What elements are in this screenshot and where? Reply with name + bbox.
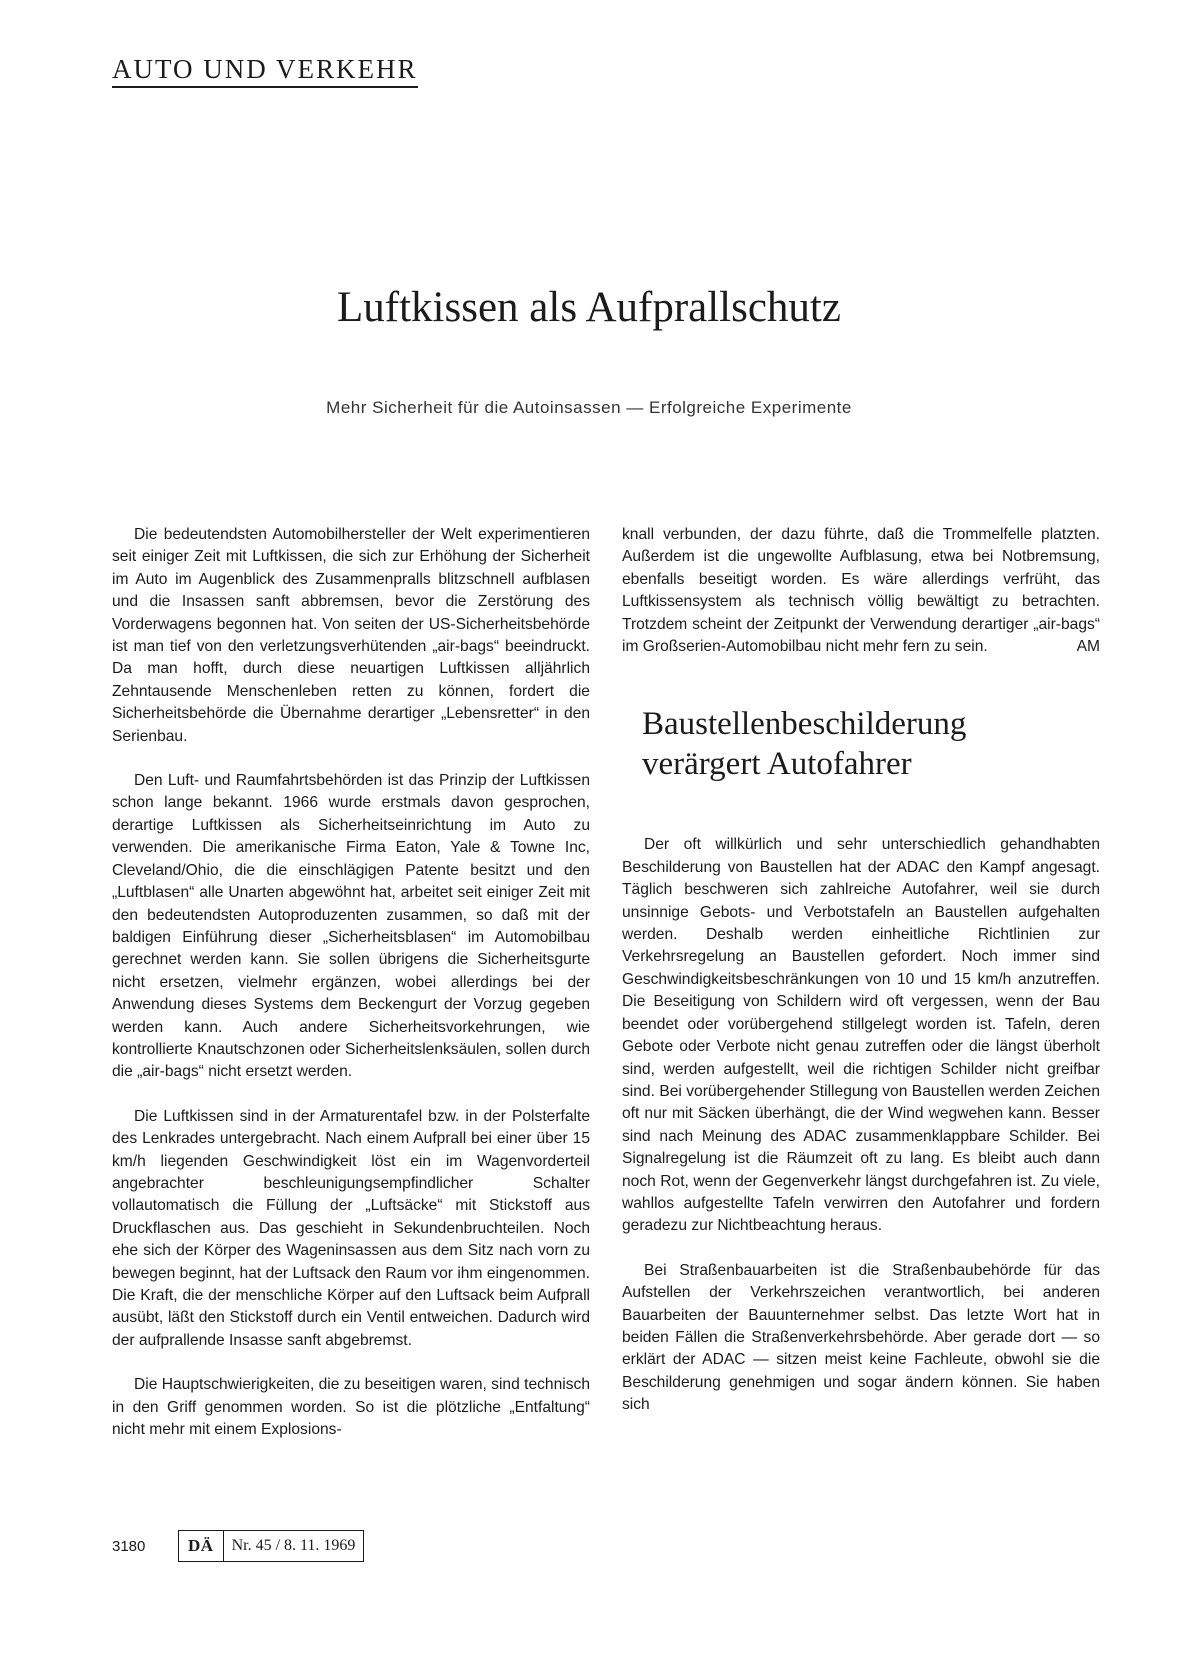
article1-paragraph-2: Den Luft- und Raumfahrtsbehörden ist das Prinzip der Luftkissen schon lange bekannt. 1966 wurde erstmals davon gesprochen, derartige Luftkissen als Sicherheitseinrichtung im Auto zu verwenden. Die amerikanische Firma Eaton, Yale & Towne Inc, Cleveland/Ohio, die die einschlägigen Patente besitzt und den „Luftblasen“ alle Unarten abgewöhnt hat, arbeitet seit einiger Zeit mit den bedeutendsten Autoproduzenten zusammen, so daß mit der baldigen Einführung dieser „Sicherheitsblasen“ im Automobilbau gerechnet werden kann. Sie sollen übrigens die Sicherheitsgurte nicht ersetzen, vielmehr ergänzen, wobei allerdings bei der Anwendung dieses Systems dem Beckengurt der Vorzug gegeben werden kann. Auch andere Sicherheitsvorkehrungen, wie kontrollierte Knautschzonen oder Sicherheitslenksäulen, sollen durch die „air-bags“ nicht ersetzt werden.	[112, 772, 590, 1081]
page-footer	[112, 1530, 364, 1562]
journal-logo: DÄ	[179, 1531, 224, 1561]
article2-title-line1: Baustellenbeschilderung	[642, 706, 967, 743]
article2-title-line2: verärgert Autofahrer	[642, 746, 912, 783]
page-number: 3180	[112, 1537, 146, 1555]
journal-issue-box	[178, 1530, 364, 1562]
article-title: Luftkissen als Aufprallschutz	[337, 284, 841, 331]
article-subtitle: Mehr Sicherheit für die Autoinsassen — Erfolgreiche Experimente	[326, 398, 852, 417]
left-column	[112, 524, 590, 1463]
article2-title	[642, 704, 1100, 784]
right-column	[622, 524, 1100, 1439]
issue-info: Nr. 45 / 8. 11. 1969	[231, 1537, 356, 1554]
article2-paragraph-2: Bei Straßenbauarbeiten ist die Straßenbaubehörde für das Aufstellen der Verkehrszeichen verantwortlich, bei anderen Bauarbeiten der Bauunternehmer selbst. Das letzte Wort hat in beiden Fällen die Straßenverkehrsbehörde. Aber gerade dort — so erklärt der ADAC — sitzen meist keine Fachleute, obwohl sie die Beschilderung genehmigen und sogar ändern können. Sie haben sich	[622, 1261, 1100, 1414]
article1-paragraph-4: Die Hauptschwierigkeiten, die zu beseitigen waren, sind technisch in den Griff genommen worden. So ist die plötzliche „Entfaltung“ nicht mehr mit einem Explosions-	[112, 1376, 590, 1439]
article1-continuation-text: knall verbunden, der dazu führte, daß die Trommelfelle platzten. Außerdem ist die ungewollte Aufblasung, etwa bei Notbremsung, ebenfalls beseitigt worden. Es wäre allerdings verfrüht, das Luftkissensystem als technisch völlig bewältigt zu betrachten. Trotzdem scheint der Zeitpunkt der Verwendung derartiger „air-bags“ im Großserien-Automobilbau nicht mehr fern zu sein.	[622, 526, 1100, 656]
author-signature: AM	[1076, 638, 1100, 656]
article1-continuation	[622, 524, 1100, 658]
article2-paragraph-1: Der oft willkürlich und sehr unterschiedlich gehandhabten Beschilderung von Baustellen hat der ADAC den Kampf angesagt. Täglich beschweren sich zahlreiche Autofahrer, weil sie durch unsinnige Gebots- und Verbotstafeln an Baustellen aufgehalten werden. Deshalb werden einheitliche Richtlinien zur Verkehrsregelung an Baustellen gefordert. Noch immer sind Geschwindigkeitsbeschränkungen von 10 und 15 km/h anzutreffen. Die Beseitigung von Schildern wird oft vergessen, wenn der Bau beendet oder vorübergehend stillgelegt worden ist. Tafeln, deren Gebote oder Verbote nicht genau zutreffen oder die längst überholt sind, werden aufgestellt, weil die richtigen Schilder nicht greifbar sind. Bei vorübergehender Stillegung von Baustellen werden Zeichen oft nur mit Säcken überhängt, die der Wind wegwehen kann. Besser sind nach Meinung des ADAC zusammenklappbare Schilder. Bei Signalregelung ist die Räumzeit oft zu lang. Es bleibt auch dann noch Rot, wenn der Gegenverkehr längst durchgefahren ist. Zu viele, wahllos aufgestellte Tafeln verwirren den Autofahrer und fordern geradezu zur Nichtbeachtung heraus.	[622, 836, 1100, 1235]
article1-paragraph-1: Die bedeutendsten Automobilhersteller der Welt experimentieren seit einiger Zeit mit Luftkissen, die sich zur Erhöhung der Sicherheit im Auto im Augenblick des Zusammenpralls blitzschnell aufblasen und die Insassen sanft abbremsen, bevor die Zerstörung des Vorderwagens begonnen hat. Von seiten der US-Sicherheitsbehörde ist man tief von den verletzungsverhütenden „air-bags“ beeindruckt. Da man hofft, durch diese neuartigen Luftkissen alljährlich Zehntausende Menschenleben retten zu können, fordert die Sicherheitsbehörde die Übernahme derartiger „Lebensretter“ in den Serienbau.	[112, 526, 590, 745]
section-header: AUTO UND VERKEHR	[112, 54, 418, 88]
article1-paragraph-3: Die Luftkissen sind in der Armaturentafel bzw. in der Polsterfalte des Lenkrades untergebracht. Nach einem Aufprall bei einer über 15 km/h liegenden Geschwindigkeit löst ein im Wagenvorderteil angebrachter beschleunigungsempfindlicher Schalter vollautomatisch die Füllung der „Luftsäcke“ mit Stickstoff aus Druckflaschen aus. Das geschieht in Sekundenbruchteilen. Noch ehe sich der Körper des Wageninsassen aus dem Sitz nach vorn zu bewegen beginnt, hat der Luftsack den Raum vor ihm eingenommen. Die Kraft, die der menschliche Körper auf den Luftsack beim Aufprall ausübt, läßt den Stickstoff durch ein Ventil entweichen. Dadurch wird der aufprallende Insasse sanft abgebremst.	[112, 1107, 590, 1349]
